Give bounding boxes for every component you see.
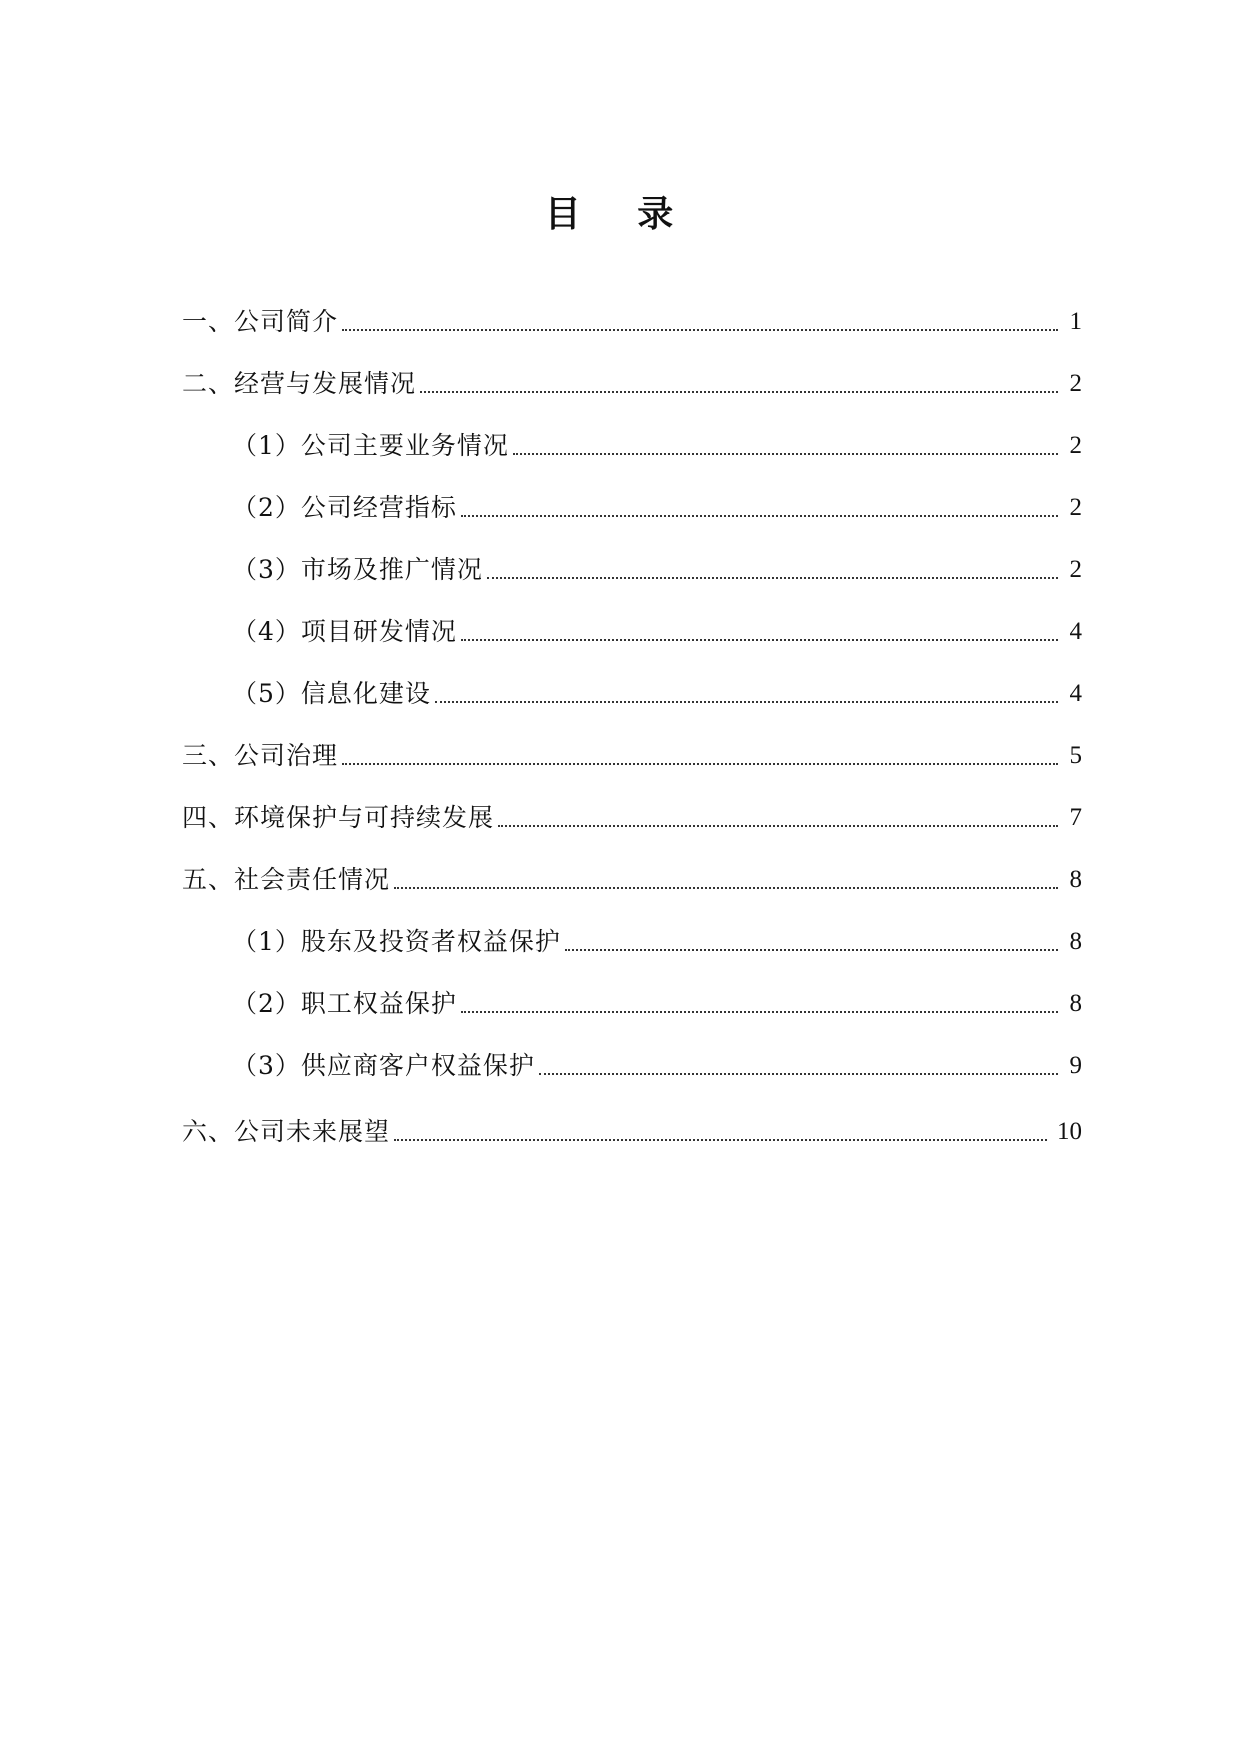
toc-dot-leader — [513, 453, 1058, 455]
toc-page-number: 2 — [1069, 494, 1082, 521]
toc-dot-leader — [487, 577, 1058, 579]
toc-dot-leader — [394, 1139, 1047, 1141]
toc-entry[interactable] — [182, 1112, 1082, 1148]
toc-entry[interactable] — [232, 488, 1082, 524]
toc-page-number: 4 — [1069, 618, 1082, 645]
toc-dot-leader — [435, 701, 1058, 703]
toc-dot-leader — [461, 515, 1058, 517]
toc-dot-leader — [342, 763, 1058, 765]
toc-dot-leader — [394, 887, 1058, 889]
toc-entry-label: 五、社会责任情况 — [182, 865, 391, 894]
page-title: 目 录 — [544, 193, 696, 235]
toc-page-number: 8 — [1069, 990, 1082, 1017]
toc-entry-label: （1）股东及投资者权益保护 — [232, 927, 561, 956]
toc-page-number: 2 — [1069, 432, 1082, 459]
toc-page-number: 2 — [1069, 556, 1082, 583]
toc-page-number: 5 — [1069, 742, 1082, 769]
toc-page-number: 8 — [1069, 866, 1082, 893]
toc-dot-leader — [461, 1011, 1058, 1013]
toc-entry[interactable] — [232, 426, 1082, 462]
toc-dot-leader — [342, 329, 1058, 331]
toc-entry-label: （2）职工权益保护 — [232, 989, 457, 1018]
toc-entry[interactable] — [182, 860, 1082, 896]
toc-entry[interactable] — [232, 1046, 1082, 1082]
toc-page-number: 9 — [1069, 1052, 1082, 1079]
toc-dot-leader — [539, 1073, 1058, 1075]
toc-entry-label: 一、公司简介 — [182, 307, 339, 336]
toc-entry-label: （3）市场及推广情况 — [232, 555, 483, 584]
toc-entry-label: （4）项目研发情况 — [232, 617, 457, 646]
toc-entry[interactable] — [182, 798, 1082, 834]
toc-entry-label: 六、公司未来展望 — [182, 1117, 391, 1146]
toc-dot-leader — [420, 391, 1058, 393]
toc-entry-label: （3）供应商客户权益保护 — [232, 1051, 535, 1080]
toc-entry[interactable] — [232, 612, 1082, 648]
toc-entry[interactable] — [182, 302, 1082, 338]
toc-entry-label: 三、公司治理 — [182, 741, 339, 770]
toc-entry[interactable] — [232, 674, 1082, 710]
toc-entry-label: （1）公司主要业务情况 — [232, 431, 509, 460]
toc-dot-leader — [461, 639, 1058, 641]
toc-entry[interactable] — [182, 736, 1082, 772]
toc-entry[interactable] — [232, 550, 1082, 586]
toc-entry-label: （2）公司经营指标 — [232, 493, 457, 522]
toc-page-number: 10 — [1057, 1118, 1082, 1145]
toc-page-number: 7 — [1069, 804, 1082, 831]
toc-entry[interactable] — [232, 984, 1082, 1020]
toc-entry[interactable] — [232, 922, 1082, 958]
toc-page-number: 4 — [1069, 680, 1082, 707]
toc-entry[interactable] — [182, 364, 1082, 400]
toc-entry-label: 二、经营与发展情况 — [182, 369, 417, 398]
toc-page-number: 1 — [1069, 308, 1082, 335]
toc-page-number: 2 — [1069, 370, 1082, 397]
toc-page-number: 8 — [1069, 928, 1082, 955]
toc-dot-leader — [565, 949, 1058, 951]
toc-dot-leader — [498, 825, 1058, 827]
toc-entry-label: 四、环境保护与可持续发展 — [182, 803, 495, 832]
toc-entry-label: （5）信息化建设 — [232, 679, 431, 708]
